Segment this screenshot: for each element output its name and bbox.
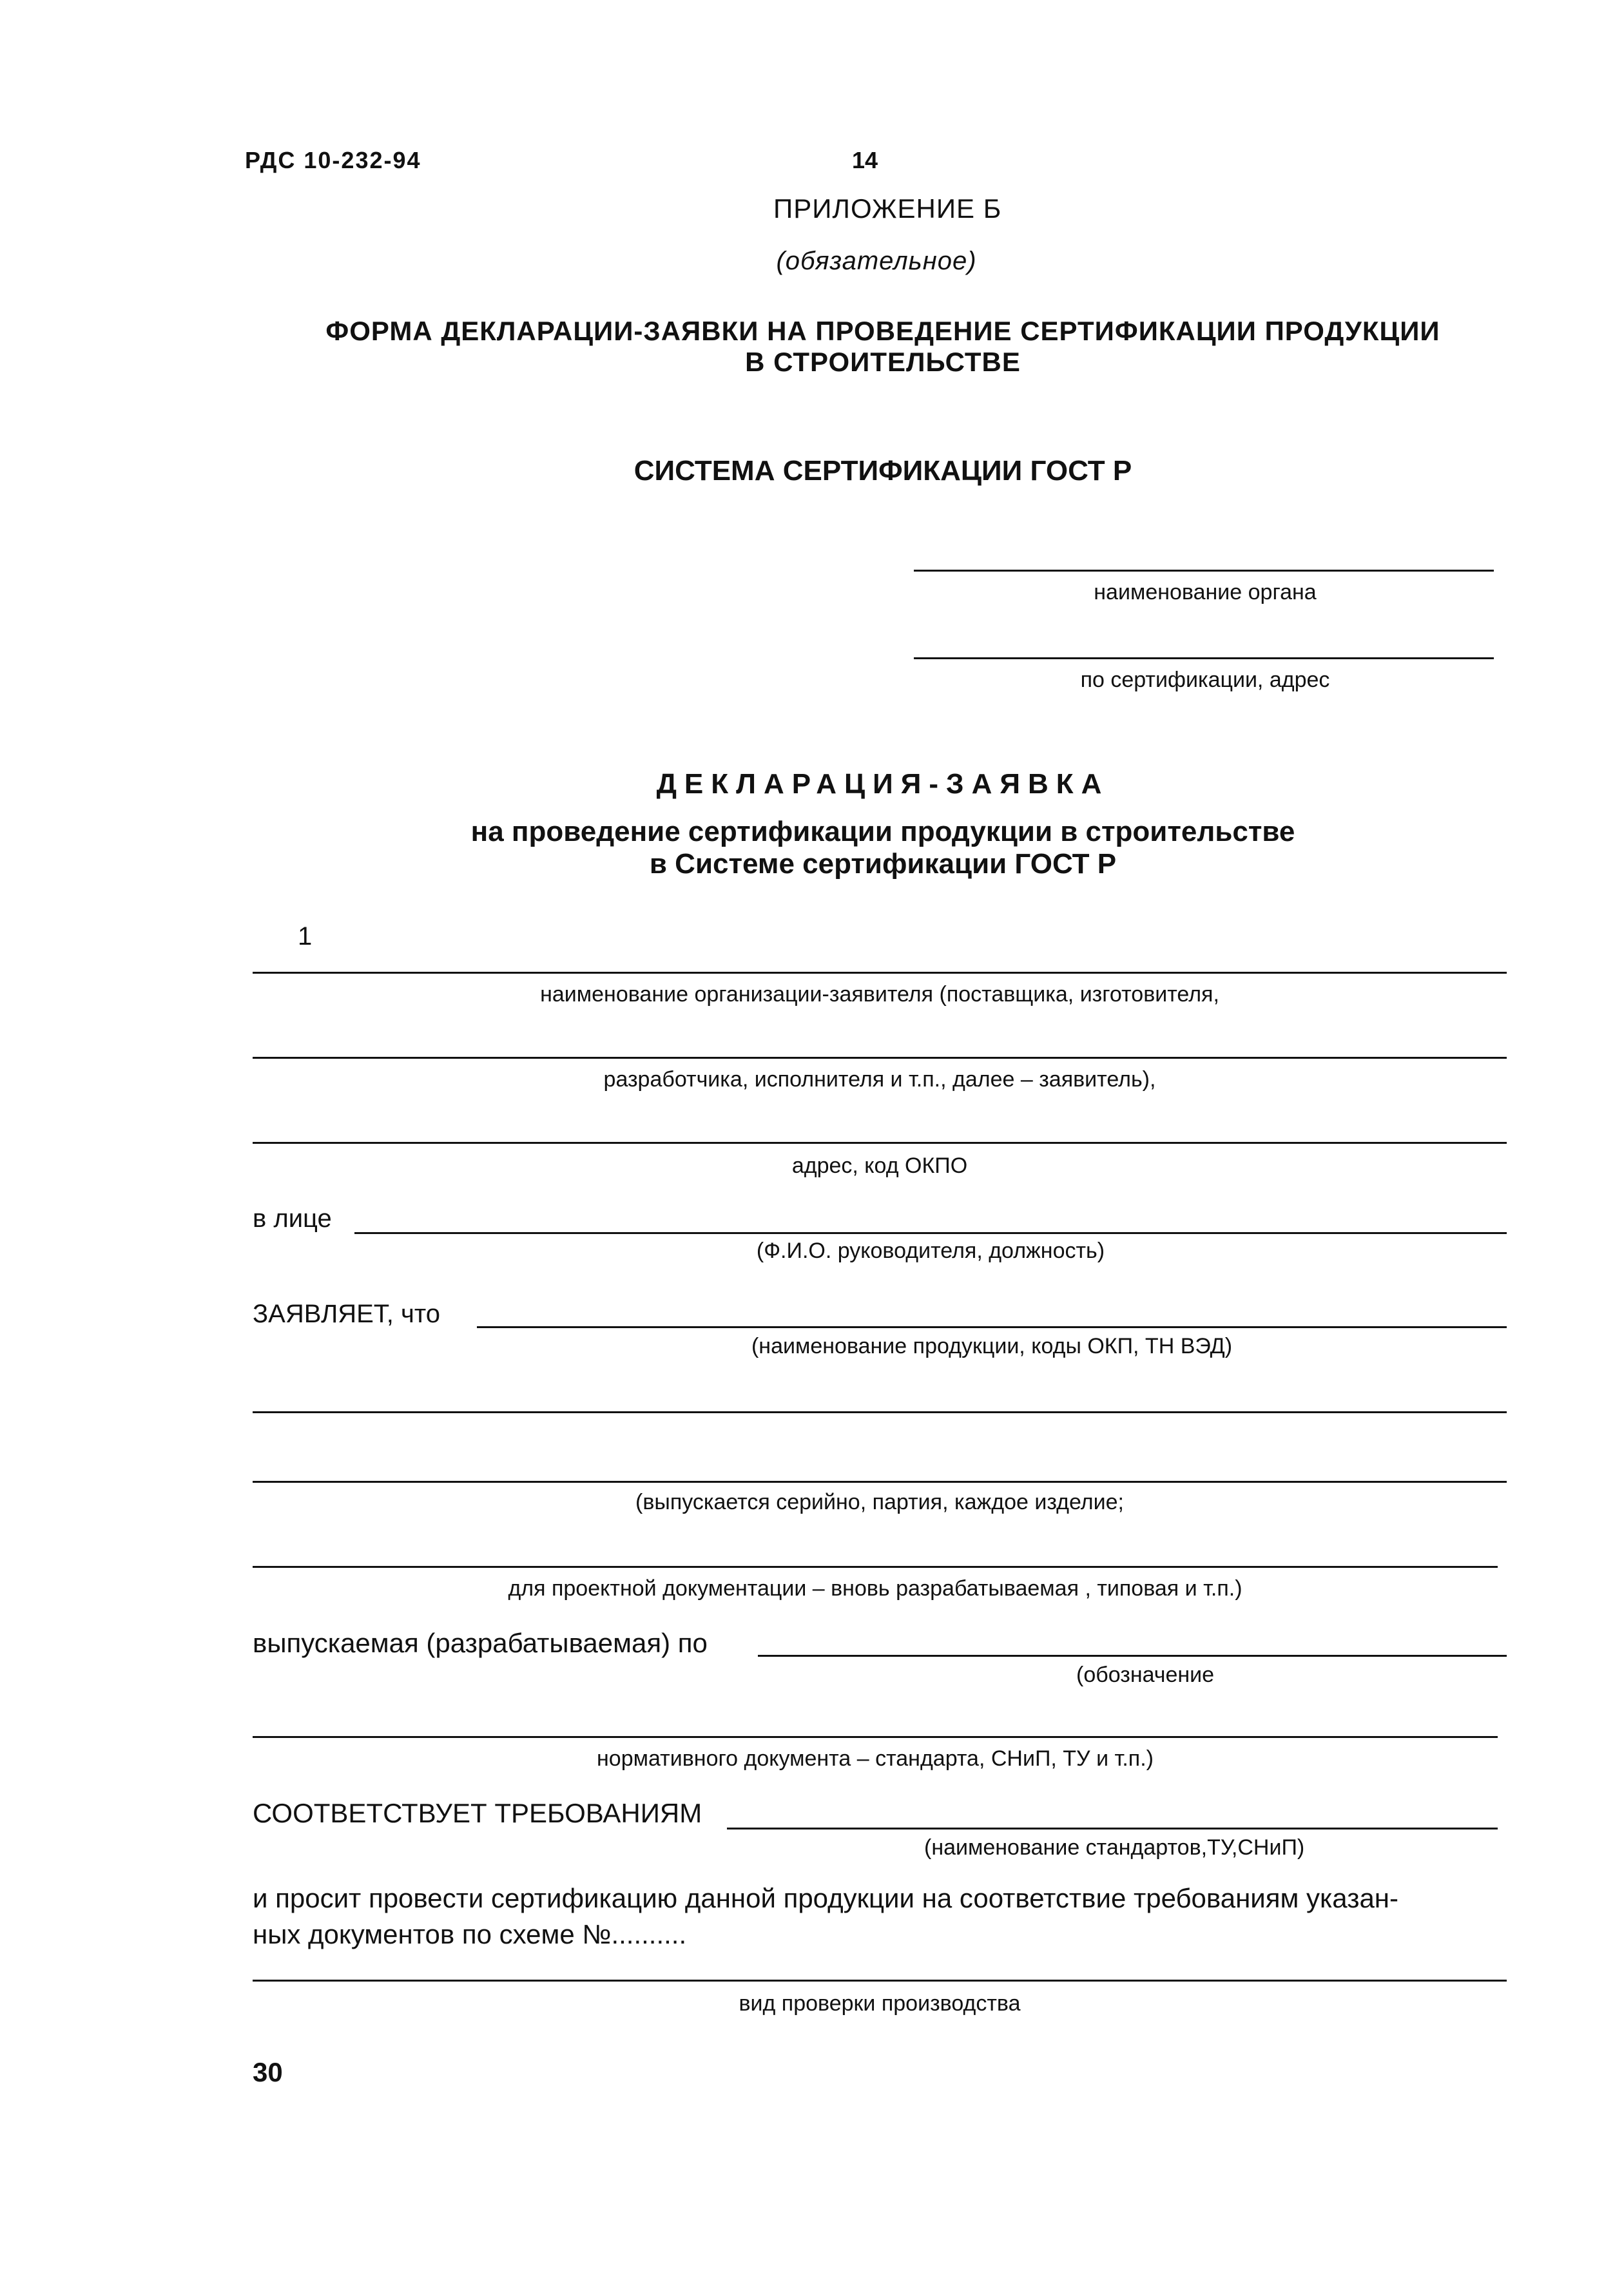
appendix-note: (обязательное): [776, 247, 977, 275]
product-line: [477, 1326, 1507, 1328]
designation-line: [758, 1655, 1507, 1657]
declaration-subtitle-line1: на проведение сертификации продукции в строительстве: [470, 816, 1295, 847]
authority-address-caption: по сертификации, адрес: [1080, 668, 1330, 692]
normative-caption: нормативного документа – стандарта, СНиП, ТУ и т.п.): [597, 1746, 1154, 1771]
standards-caption: (наименование стандартов,ТУ,СНиП): [924, 1835, 1305, 1860]
conforms-label: СООТВЕТСТВУЕТ ТРЕБОВАНИЯМ: [253, 1798, 702, 1828]
request-text-line1: и просит провести сертификацию данной продукции на соответствие требованиям указан-: [253, 1883, 1398, 1913]
item-number: 1: [298, 922, 313, 951]
address-line: [253, 1142, 1507, 1144]
page-number-bottom: 30: [253, 2057, 283, 2087]
person-label: в лице: [253, 1204, 332, 1233]
document-code: РДС 10-232-94: [245, 147, 421, 173]
request-text-line2: ных документов по схеме №..........: [253, 1919, 687, 1949]
standards-line: [727, 1828, 1498, 1829]
project-line: [253, 1566, 1498, 1568]
person-line: [354, 1232, 1507, 1234]
form-title-line2: В СТРОИТЕЛЬСТВЕ: [745, 347, 1021, 377]
developer-line: [253, 1057, 1507, 1059]
product-caption: (наименование продукции, коды ОКП, ТН ВЭД): [751, 1334, 1233, 1358]
serial-line: [253, 1481, 1507, 1483]
person-caption: (Ф.И.О. руководителя, должность): [756, 1239, 1105, 1263]
declaration-subtitle-line2: в Системе сертификации ГОСТ Р: [649, 848, 1117, 880]
appendix-label: ПРИЛОЖЕНИЕ Б: [773, 193, 1002, 224]
page-number-top: 14: [852, 147, 878, 173]
certification-system-title: СИСТЕМА СЕРТИФИКАЦИИ ГОСТ Р: [633, 455, 1132, 487]
project-caption: для проектной документации – вновь разрабатываемая , типовая и т.п.): [508, 1576, 1242, 1601]
inspection-line: [253, 1980, 1507, 1982]
address-caption: адрес, код ОКПО: [791, 1153, 968, 1178]
developer-caption: разработчика, исполнителя и т.п., далее – заявитель),: [603, 1067, 1156, 1092]
product-extra-line: [253, 1411, 1507, 1413]
inspection-caption: вид проверки производства: [739, 1991, 1021, 2016]
authority-address-line: [914, 657, 1494, 659]
authority-name-line: [914, 570, 1494, 572]
org-name-line: [253, 972, 1507, 974]
declaration-title: ДЕКЛАРАЦИЯ-ЗАЯВКА: [656, 768, 1110, 800]
serial-caption: (выпускается серийно, партия, каждое изделие;: [635, 1490, 1124, 1514]
designation-caption: (обозначение: [1076, 1663, 1215, 1687]
produced-label: выпускаемая (разрабатываемая) по: [253, 1628, 708, 1658]
form-title-line1: ФОРМА ДЕКЛАРАЦИИ-ЗАЯВКИ НА ПРОВЕДЕНИЕ СЕРТИФИКАЦИИ ПРОДУКЦИИ: [325, 316, 1440, 346]
normative-line: [253, 1736, 1498, 1738]
org-name-caption: наименование организации-заявителя (поставщика, изготовителя,: [540, 982, 1219, 1007]
authority-name-caption: наименование органа: [1094, 580, 1317, 604]
declares-label: ЗАЯВЛЯЕТ, что: [253, 1300, 440, 1328]
